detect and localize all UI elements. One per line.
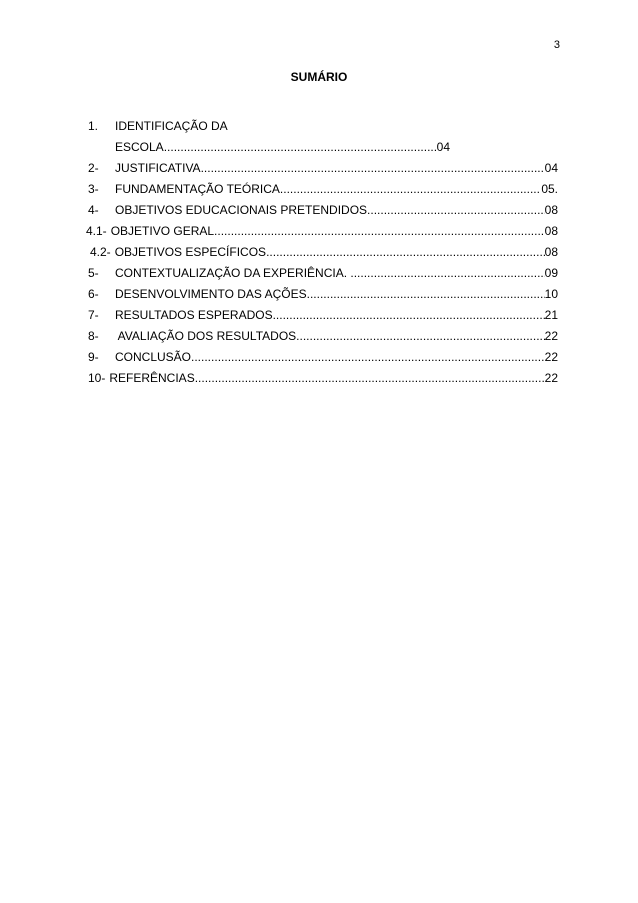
toc-dot-leader — [164, 139, 437, 155]
toc-entry-page: 05. — [541, 182, 558, 196]
toc-entry-number: 10- — [88, 371, 106, 385]
toc-entry-justificativa — [88, 160, 558, 176]
table-of-contents — [88, 118, 558, 391]
toc-entry-label: AVALIAÇÃO DOS RESULTADOS — [115, 329, 297, 343]
toc-entry-objetivos — [88, 202, 558, 218]
toc-entry-page: 08 — [544, 245, 558, 259]
toc-dot-leader — [350, 265, 544, 281]
toc-entry-label: REFERÊNCIAS — [109, 371, 195, 385]
toc-entry-number: 2- — [88, 161, 99, 175]
toc-entry-number: 6- — [88, 287, 99, 301]
toc-entry-label: RESULTADOS ESPERADOS — [115, 308, 273, 322]
toc-dot-leader — [191, 349, 545, 365]
toc-entry-referencias — [88, 370, 558, 386]
toc-entry-page: 04 — [544, 161, 558, 175]
toc-entry-label: DESENVOLVIMENTO DAS AÇÕES — [115, 287, 307, 301]
toc-dot-leader — [201, 160, 545, 176]
toc-dot-leader — [273, 307, 545, 323]
toc-entry-page: 09 — [544, 266, 558, 280]
toc-entry-resultados-esperados — [88, 307, 558, 323]
toc-entry-number: 9- — [88, 350, 99, 364]
toc-entry-number: 7- — [88, 308, 99, 322]
toc-entry-page: 08 — [544, 203, 558, 217]
toc-entry-contextualizacao — [88, 265, 558, 281]
toc-entry-page: 22 — [544, 350, 558, 364]
toc-entry-page: 22 — [544, 329, 558, 343]
toc-entry-number: 3- — [88, 182, 99, 196]
toc-dot-leader — [280, 181, 541, 197]
toc-entry-page: 04 — [436, 140, 450, 154]
toc-entry-fundamentacao — [88, 181, 558, 197]
toc-entry-label: IDENTIFICAÇÃO DA — [115, 119, 228, 133]
toc-dot-leader — [195, 370, 545, 386]
toc-entry-objetivos-especificos — [90, 244, 558, 260]
page-number: 3 — [553, 39, 560, 51]
toc-entry-objetivo-geral — [86, 223, 558, 239]
toc-dot-leader — [214, 223, 545, 239]
toc-entry-page: 10 — [544, 287, 558, 301]
toc-entry-label: OBJETIVO GERAL — [110, 224, 215, 238]
page-title: SUMÁRIO — [290, 70, 348, 84]
toc-entry-desenvolvimento — [88, 286, 558, 302]
toc-entry-number: 5- — [88, 266, 99, 280]
toc-dot-leader — [307, 286, 545, 302]
toc-entry-identificacao — [88, 118, 558, 155]
toc-entry-label: OBJETIVOS EDUCACIONAIS PRETENDIDOS — [115, 203, 368, 217]
toc-entry-conclusao — [88, 349, 558, 365]
toc-entry-page: 21 — [544, 308, 558, 322]
toc-entry-page: 22 — [544, 371, 558, 385]
toc-entry-page: 08 — [544, 224, 558, 238]
toc-dot-leader — [367, 202, 545, 218]
toc-entry-label: FUNDAMENTAÇÃO TEÓRICA — [115, 182, 280, 196]
toc-entry-label-continued: ESCOLA — [115, 140, 164, 154]
toc-entry-label: OBJETIVOS ESPECÍFICOS — [114, 245, 267, 259]
toc-entry-number: 1. — [88, 119, 99, 133]
toc-entry-label: CONTEXTUALIZAÇÃO DA EXPERIÊNCIA. — [115, 266, 351, 280]
toc-entry-number: 8- — [88, 329, 99, 343]
toc-dot-leader — [296, 328, 544, 344]
toc-dot-leader — [266, 244, 545, 260]
toc-entry-avaliacao — [88, 328, 558, 344]
toc-entry-label: CONCLUSÃO — [115, 350, 192, 364]
toc-entry-number: 4.1- — [86, 224, 107, 238]
toc-entry-label: JUSTIFICATIVA — [115, 161, 201, 175]
toc-entry-number: 4- — [88, 203, 99, 217]
toc-entry-number: 4.2- — [90, 245, 111, 259]
